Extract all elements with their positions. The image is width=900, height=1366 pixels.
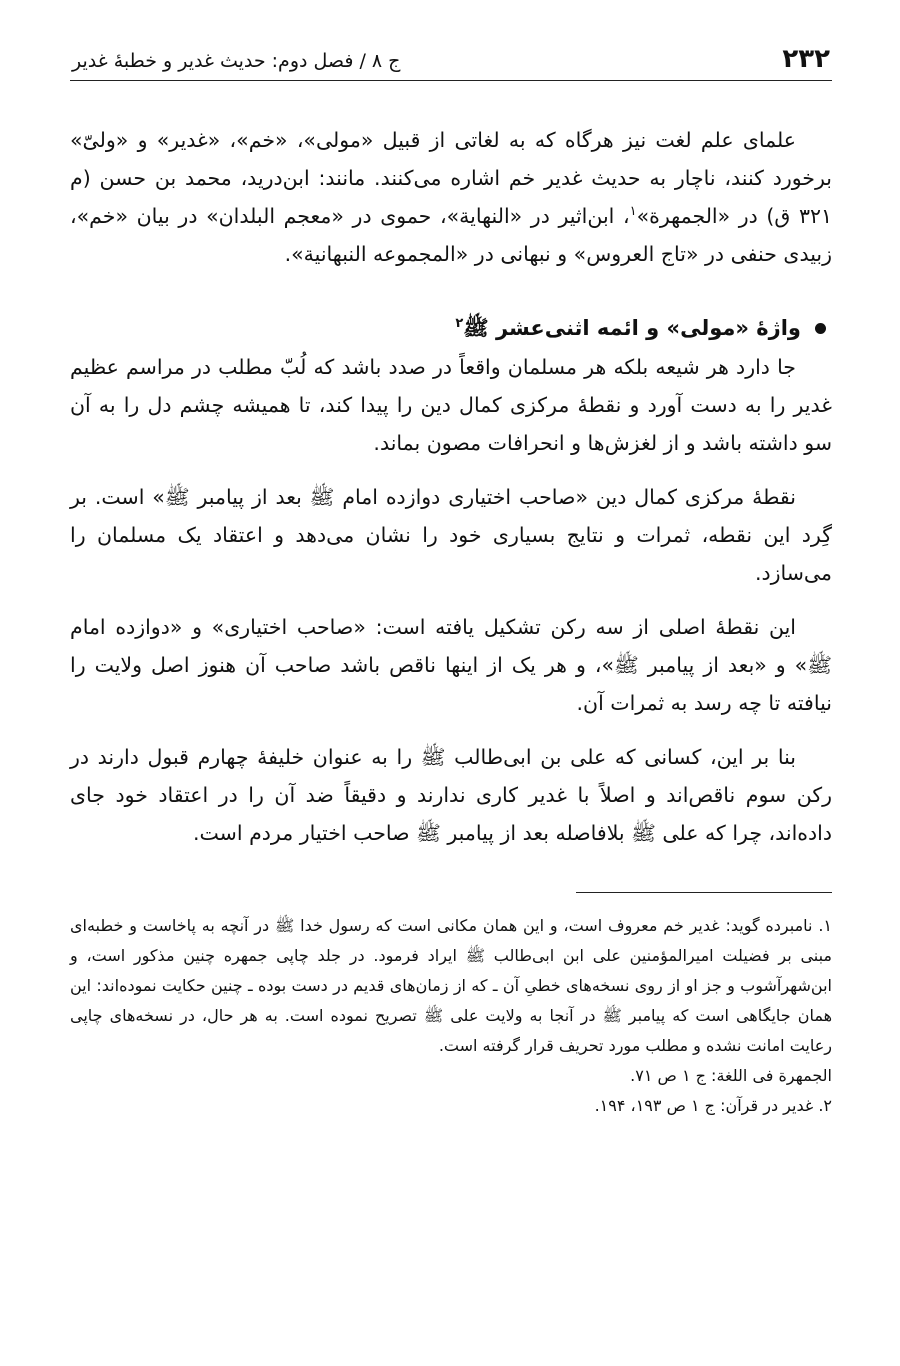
footnote-1-source: الجمهرة فی اللغة: ج ۱ ص ۷۱. [630,1066,832,1085]
intro-text-start: علمای علم لغت نیز هرگاه که به لغاتی از قبیل «مولی»، «خم»، «غدیر» و «ولیّ» برخورد کنند، ناچار به حدیث غدیر خم اشاره می‌کنند. مانند: ابن‌درید، محمد بن حسن (م ۳۲۱ ق) در «الجمهرة» [70,128,832,228]
intro-text-end: ، ابن‌اثیر در «النهایة»، حموی در «معجم البلدان» در بیان «خم»، زبیدی حنفی در «تاج العروس» و نبهانی در «المجموعه النبهانیة». [70,204,832,266]
paragraph-3: نقطهٔ مرکزی کمال دین «صاحب اختیاری دوازده امام ﷺ بعد از پیامبر ﷺ» است. بر گِرد این نقطه، ثمرات و نتایج بسیاری خود را نشان می‌دهد و اعتقاد یک مسلمان را می‌سازد. [70,485,832,585]
footnote-divider [576,892,832,893]
section-heading [70,308,832,348]
main-text [70,121,832,852]
paragraph-2: جا دارد هر شیعه بلکه هر مسلمان واقعاً در صدد باشد که لُبّ مطلب در مراسم عظیم غدیر را به دست آورد و نقطهٔ مرکزی کمال دین را پیدا کند، تا همیشه چشم دل را به آن سو داشته باشد و از لغزش‌ها و انحرافات مصون بماند. [70,355,832,455]
heading-text: واژهٔ «مولی» و ائمه اثنی‌عشر ﷺ [463,316,801,340]
paragraph-5: بنا بر این، کسانی که علی بن ابی‌طالب ﷺ را به عنوان خلیفهٔ چهارم قبول دارند در رکن سوم ناقص‌اند و اصلاً با غدیر کاری ندارند و دقیقاً ضد آن را در اعتقاد خود جای داده‌اند، چرا که علی ﷺ بلافاصله بعد از پیامبر ﷺ صاحب اختیار مردم است. [70,745,832,845]
footnote-marker-1[interactable]: ۱ [629,204,637,220]
book-page [70,30,832,1121]
running-head: ج ۸ / فصل دوم: حدیث غدیر و خطبهٔ غدیر [72,50,401,72]
footnotes [70,911,832,1121]
bullet-icon [815,323,826,334]
footnote-1: ۱. نامبرده گوید: غدیر خم معروف است، و این همان مکانی است که رسول خدا ﷺ در آنچه به پاخاست و خطبه‌ای مبنی بر فضیلت امیرالمؤمنین علی ابن ابی‌طالب ﷺ ایراد فرمود. در جلد چاپی جمهره چنین مذکور است، و ابن‌شهرآشوب و جز او از روی نسخه‌های خطیِ آن ـ که از زمان‌های قدیم در دست بوده ـ چنین حکایت نموده‌اند: این همان جایگاهی است که پیامبر ﷺ در آنجا به ولایت علی ﷺ تصریح نموده است. به هر حال، در نسخه‌های چاپی رعایت امانت نشده و مطلب مورد تحریف قرار گرفته است. [70,916,832,1055]
paragraph-4: این نقطهٔ اصلی از سه رکن تشکیل یافته است: «صاحب اختیاری» و «دوازده امام ﷺ» و «بعد از پیامبر ﷺ»، و هر یک از اینها ناقص باشد صاحب آن هنوز اصل ولایت را نیافته تا چه رسد به ثمرات آن. [70,615,832,715]
paragraph-intro [70,121,832,273]
footnote-2: ۲. غدیر در قرآن: ج ۱ ص ۱۹۳، ۱۹۴. [594,1096,832,1115]
page-header [70,30,832,81]
page-number: ۲۳۲ [782,44,830,74]
footnote-marker-2[interactable]: ۲ [455,316,464,331]
